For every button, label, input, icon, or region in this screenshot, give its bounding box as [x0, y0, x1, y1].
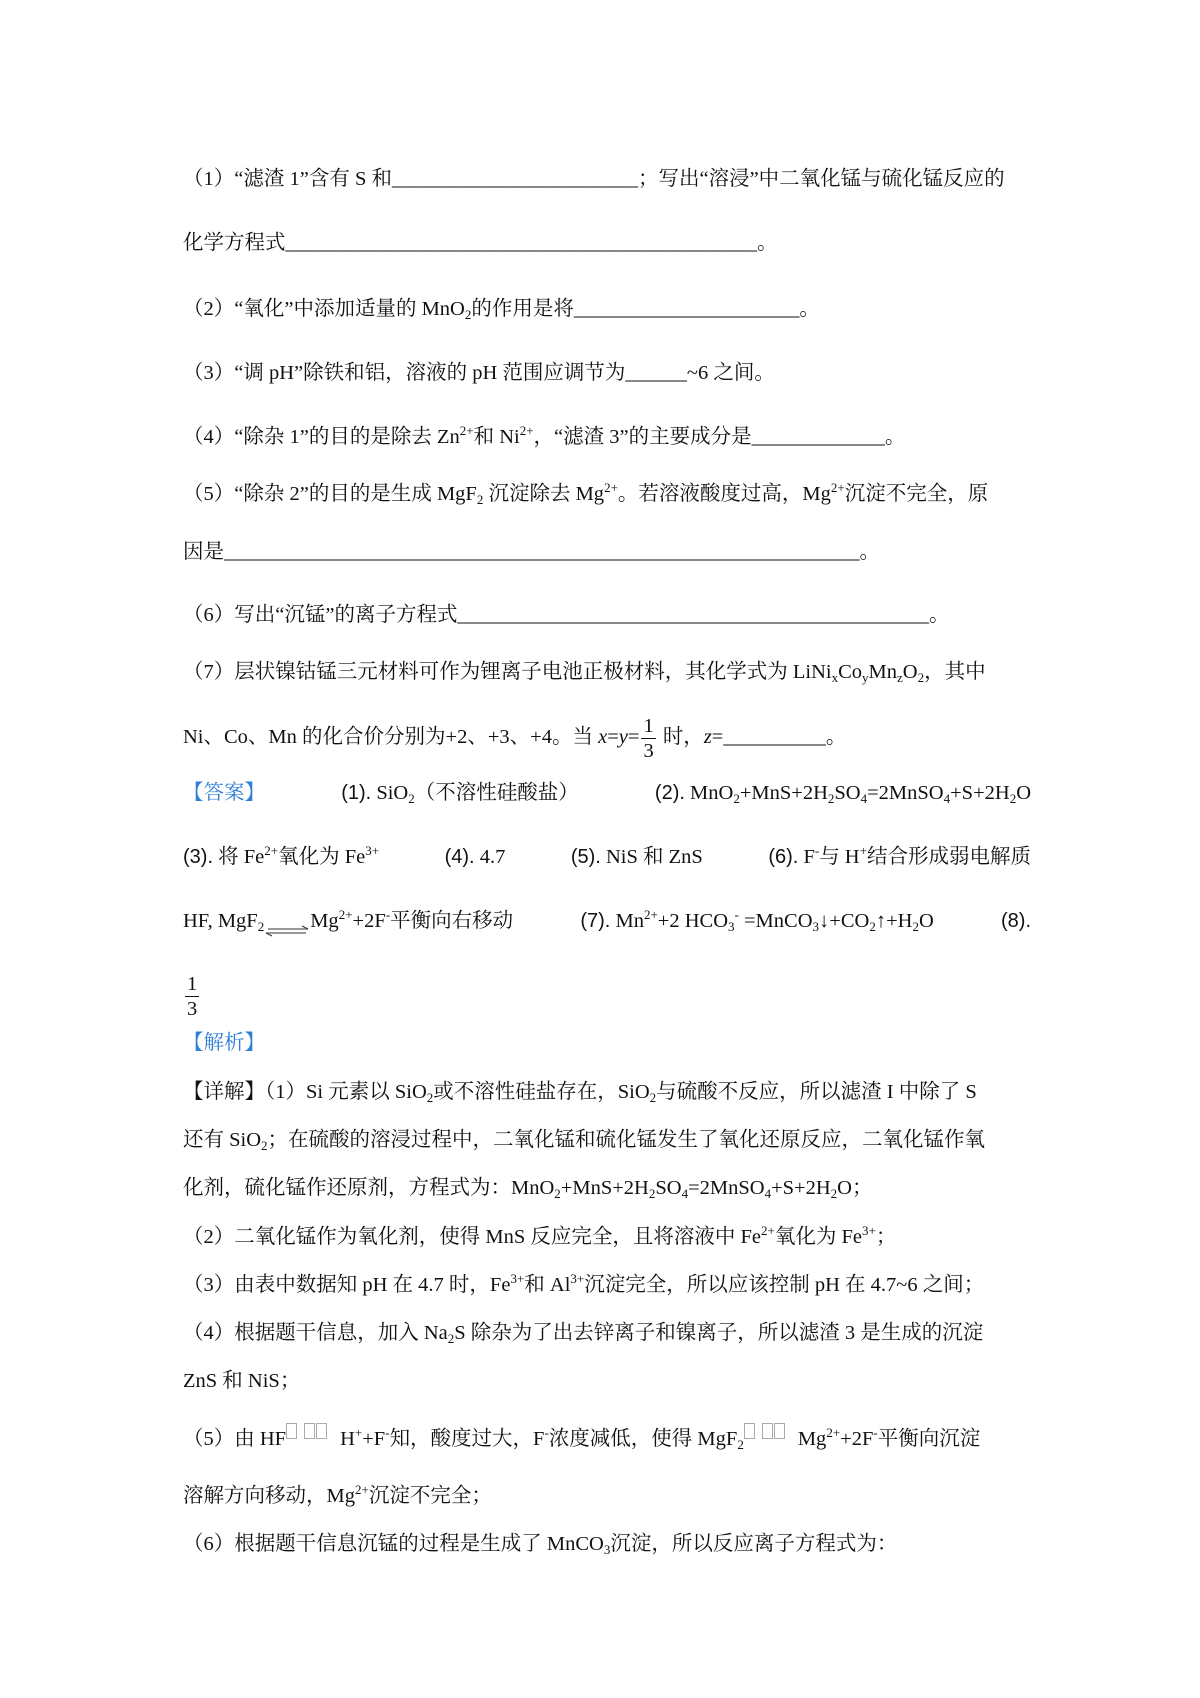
answer-item: [1001, 906, 1031, 936]
text-run: 沉淀不完全，原: [844, 483, 989, 505]
missing-glyph-icon: [286, 1428, 340, 1450]
text-line: [183, 657, 1031, 687]
text-run: 溶解方向移动，Mg: [183, 1485, 355, 1507]
answer-number: (7).: [580, 910, 611, 932]
text-run: ；在硫酸的溶浸过程中，二氧化锰和硫化锰发生了氧化还原反应，二氧化锰作氧: [267, 1129, 986, 1151]
text-run: 。若溶液酸度过高，Mg: [617, 483, 831, 505]
text-run: 因是______________________________________________________________。: [183, 541, 880, 563]
superscript: +: [354, 1425, 363, 1440]
text-run: HF, MgF: [183, 910, 258, 932]
text-run: （6）写出“沉锰”的离子方程式______________________________________________。: [183, 604, 950, 626]
text-run: ，“滤渣 3”的主要成分是_____________。: [533, 426, 906, 448]
numerator: 1: [187, 973, 198, 995]
text-line: [183, 1481, 1031, 1511]
superscript: 2+: [830, 480, 845, 495]
text-line: [183, 1173, 1031, 1203]
text-run: ZnS 和 NiS；: [183, 1370, 301, 1392]
subscript: 2: [447, 1331, 455, 1346]
text-run: Mn: [868, 661, 898, 683]
text-run: SiO: [371, 782, 409, 804]
text-line: [183, 228, 1031, 258]
subscript: 3: [812, 919, 820, 934]
answer-number: (4).: [444, 846, 475, 868]
text-line: [183, 600, 1031, 630]
text-run: 的作用是将______________________。: [471, 298, 820, 320]
text-run: S 除杂为了出去锌离子和镍离子，所以滤渣 3 是生成的沉淀: [454, 1322, 984, 1344]
text-run: 平衡向沉淀: [877, 1428, 981, 1450]
text-line: [183, 537, 1031, 567]
superscript: -: [873, 1425, 878, 1440]
denominator: 3: [643, 740, 654, 762]
subscript: 2: [827, 791, 835, 806]
text-run: 时，: [657, 726, 704, 749]
subscript: 4: [860, 791, 868, 806]
text-run: （2）“氧化”中添加适量的 MnO: [183, 298, 465, 320]
superscript: 3+: [510, 1271, 525, 1286]
text-run: =: [607, 726, 619, 749]
superscript: -: [814, 843, 820, 858]
text-run: Mg: [310, 910, 339, 932]
text-run: =2MnSO: [867, 782, 944, 804]
superscript: +: [859, 843, 867, 858]
text-run: +MnS+2H: [560, 1177, 649, 1199]
text-run: 4.7: [474, 846, 506, 868]
text-line: [183, 164, 1031, 194]
text-run: O；: [837, 1177, 873, 1199]
text-run: Mg: [797, 1428, 827, 1450]
subscript: 2: [554, 1186, 561, 1201]
superscript: 3+: [570, 1271, 585, 1286]
text-run: （3）“调 pH”除铁和铝，溶液的 pH 范围应调节为______~6 之间。: [183, 362, 775, 384]
text-run: （4）根据题干信息，加入 Na: [183, 1322, 448, 1344]
variable: y: [618, 726, 628, 749]
text-line: [183, 972, 1031, 1020]
superscript: 2+: [459, 423, 474, 438]
answer-item: [341, 778, 579, 808]
subscript: 2: [917, 670, 925, 685]
text-line: [183, 294, 1031, 324]
text-run: 与硫酸不反应，所以滤渣 I 中除了 S: [656, 1081, 977, 1103]
text-run: =2MnSO: [688, 1177, 765, 1199]
text-run: （4）“除杂 1”的目的是除去 Zn: [183, 426, 460, 448]
fraction: [185, 972, 199, 1021]
answer-number: (8).: [1001, 910, 1031, 932]
subscript: 2: [912, 919, 919, 934]
denominator: 3: [187, 998, 198, 1020]
text-run: （1）“滤渣 1”含有 S 和________________________；写出“溶浸”中二氧化锰与硫化锰反应的: [183, 168, 1005, 190]
text-line: [183, 1423, 1031, 1453]
subscript: 2: [1009, 791, 1017, 806]
superscript: 3+: [861, 1223, 876, 1238]
text-line: [183, 1529, 1031, 1559]
subscript: 4: [681, 1186, 689, 1201]
text-line: [183, 906, 1031, 936]
text-run: （5）“除杂 2”的目的是生成 MgF: [183, 483, 477, 505]
text-run: O: [902, 661, 918, 683]
superscript: 3+: [365, 843, 380, 858]
text-run: H: [340, 1428, 355, 1450]
subscript: 4: [943, 791, 951, 806]
text-run: =__________。: [711, 726, 847, 749]
numerator: 1: [643, 715, 654, 737]
text-run: 化学方程式______________________________________________。: [183, 232, 778, 254]
subscript: 2: [257, 919, 265, 934]
subscript: 2: [733, 791, 740, 806]
text-run: （2）二氧化锰作为氧化剂，使得 MnS 反应完全，且将溶液中 Fe: [183, 1226, 762, 1248]
equilibrium-arrow-icon: [264, 916, 310, 928]
text-run: 平衡向右移动: [390, 910, 514, 932]
subscript: 4: [764, 1186, 772, 1201]
text-run: SO: [655, 1177, 682, 1199]
answer-number: (6).: [768, 846, 799, 868]
text-run: 氧化为 Fe: [774, 1226, 862, 1248]
text-run: +2F: [352, 910, 386, 932]
answer-item: [183, 906, 513, 936]
text-run: ，其中: [924, 661, 986, 683]
superscript: 2+: [264, 843, 279, 858]
subscript: 2: [464, 307, 472, 322]
superscript: -: [544, 1425, 549, 1440]
text-run: O: [918, 910, 934, 932]
text-line: [183, 1028, 1031, 1058]
text-run: （5）由 HF: [183, 1428, 287, 1450]
text-line: [183, 778, 1031, 808]
text-run: ↓+CO: [819, 910, 870, 932]
text-line: [183, 1222, 1031, 1252]
text-run: =MnCO: [738, 910, 813, 932]
answer-number: (2).: [654, 782, 685, 804]
text-run: ↑+H: [875, 910, 913, 932]
subscript: 2: [649, 1090, 657, 1105]
text-line: [183, 1077, 1031, 1107]
text-run: 还有 SiO: [183, 1129, 262, 1151]
text-run: 沉淀除去 Mg: [483, 483, 605, 505]
subscript: 2: [737, 1437, 744, 1452]
subscript: 2: [261, 1138, 268, 1153]
superscript: 2+: [354, 1482, 369, 1497]
text-run: （不溶性硅酸盐）: [414, 782, 579, 804]
superscript: 2+: [604, 480, 618, 495]
missing-glyph-icon: [744, 1428, 798, 1450]
subscript: 2: [648, 1186, 656, 1201]
text-run: O: [1016, 782, 1031, 804]
text-run: 或不溶性硅盐存在，SiO: [433, 1081, 650, 1103]
variable: z: [703, 726, 712, 749]
text-run: +2F: [840, 1428, 874, 1450]
superscript: 2+: [761, 1223, 775, 1238]
answer-number: (3).: [183, 846, 213, 868]
text-run: 沉淀完全，所以应该控制 pH 在 4.7~6 之间；: [584, 1274, 985, 1296]
text-run: （7）层状镍钴锰三元材料可作为锂离子电池正极材料，其化学式为 LiNi: [183, 661, 832, 683]
text-run: Mn: [610, 910, 644, 932]
subscript: 2: [426, 1090, 434, 1105]
text-run: Ni、Co、Mn 的化合价分别为+2、+3、+4。当: [183, 726, 599, 749]
text-run: （3）由表中数据知 pH 在 4.7 时，Fe: [183, 1274, 511, 1296]
text-run: 与 H: [819, 846, 860, 868]
subscript: z: [897, 670, 903, 685]
text-run: 沉淀，所以反应离子方程式为：: [610, 1533, 898, 1555]
text-run: +2 HCO: [657, 910, 729, 932]
subscript: y: [862, 670, 869, 685]
text-line: [183, 358, 1031, 388]
text-run: 将 Fe: [213, 846, 265, 868]
text-run: +MnS+2H: [739, 782, 828, 804]
text-run: 结合形成弱电解质: [866, 846, 1031, 868]
superscript: -: [385, 907, 391, 922]
text-line: [183, 714, 1031, 762]
text-run: +S+2H: [950, 782, 1010, 804]
text-run: ；: [875, 1226, 897, 1248]
text-line: [183, 422, 1031, 452]
text-run: 浓度减低，使得 MgF: [548, 1428, 738, 1450]
superscript: 2+: [519, 423, 534, 438]
text-run: 氧化为 Fe: [278, 846, 366, 868]
answer-item: [580, 906, 933, 936]
subscript: 3: [603, 1542, 611, 1557]
text-line: [183, 1318, 1031, 1348]
text-run: （6）根据题干信息沉锰的过程是生成了 MnCO: [183, 1533, 604, 1555]
subscript: 2: [476, 492, 484, 507]
text-line: [183, 842, 1031, 872]
text-run: 沉淀不完全；: [368, 1485, 492, 1507]
superscript: 2+: [338, 907, 353, 922]
variable: x: [598, 726, 608, 749]
text-run: =: [627, 726, 640, 749]
text-run: 【详解】（1）Si 元素以 SiO: [183, 1081, 427, 1103]
text-line: [183, 479, 1031, 509]
subscript: x: [831, 670, 839, 685]
text-run: 和 Al: [524, 1274, 571, 1296]
section-label: 【解析】: [183, 1032, 265, 1054]
answer-number: (1).: [341, 782, 372, 804]
fraction: [641, 714, 655, 763]
text-run: MnO: [684, 782, 734, 804]
superscript: -: [734, 907, 739, 922]
answer-item: [445, 842, 506, 872]
text-run: +S+2H: [771, 1177, 831, 1199]
text-run: 和 Ni: [473, 426, 520, 448]
text-run: F: [798, 846, 815, 868]
text-line: [183, 1270, 1031, 1300]
superscript: 2+: [826, 1425, 841, 1440]
section-label: 【答案】: [183, 782, 265, 804]
text-run: NiS 和 ZnS: [600, 846, 703, 868]
subscript: 2: [830, 1186, 838, 1201]
answer-item: [183, 778, 265, 808]
subscript: 3: [728, 919, 735, 934]
subscript: 2: [408, 791, 415, 806]
answer-number: (5).: [570, 846, 601, 868]
answer-item: [768, 842, 1031, 872]
answer-item: [571, 842, 703, 872]
text-run: 化剂，硫化锰作还原剂，方程式为：MnO: [183, 1177, 555, 1199]
answer-item: [655, 778, 1031, 808]
subscript: 2: [869, 919, 876, 934]
text-line: [183, 1366, 1031, 1396]
text-line: [183, 1125, 1031, 1155]
text-run: Co: [838, 661, 863, 683]
text-run: 知，酸度过大，F: [389, 1428, 545, 1450]
superscript: -: [385, 1425, 390, 1440]
answer-item: [183, 842, 379, 872]
text-run: SO: [834, 782, 861, 804]
superscript: 2+: [643, 907, 658, 922]
text-run: +F: [362, 1428, 386, 1450]
